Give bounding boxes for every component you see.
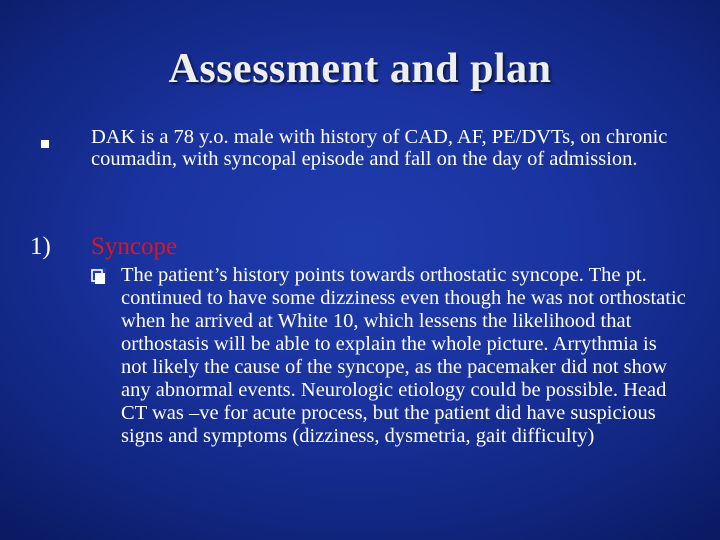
checkbox-bullet-icon: [91, 268, 106, 284]
section-heading: Syncope: [91, 233, 178, 260]
syncope-paragraph: The patient’s history points towards orthostatic syncope. The pt. continued to have some dizziness even though he was not orthostatic when he arrived at White 10, which lessens the likelihood that orthostasis will be able to explain the whole picture. Arrythmia is not likely the cause of the syncope, as the pacemaker did not show any abnormal events. Neurologic etiology could be possible. Head CT was –ve for acute process, but the patient did have suspicious signs and symptoms (dizziness, dysmetria, gait difficulty): [121, 264, 686, 447]
slide-title: Assessment and plan: [168, 46, 552, 92]
section-number: 1): [30, 233, 51, 260]
square-bullet-icon: [41, 140, 49, 148]
intro-paragraph: DAK is a 78 y.o. male with history of CAD, AF, PE/DVTs, on chronic coumadin, with syncopal episode and fall on the day of admission.: [91, 126, 668, 170]
